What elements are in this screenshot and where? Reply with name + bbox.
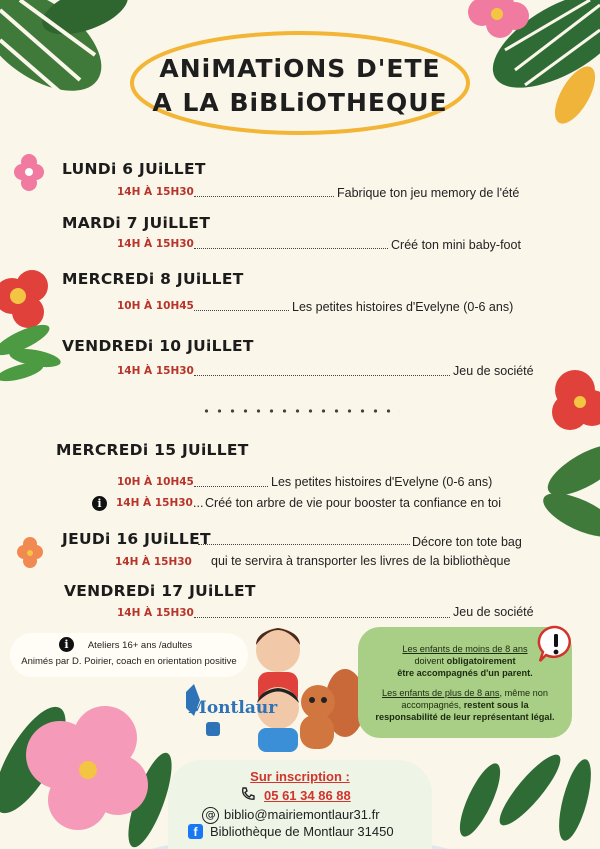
notice-line-5: accompagnés, restent sous la	[401, 700, 529, 710]
day-7: VENDREDi 17 JUiLLET	[64, 582, 256, 600]
leaf-left-fern-icon	[0, 319, 62, 385]
warning-bubble-icon	[536, 624, 576, 664]
time-3: 10H À 10H45	[117, 300, 194, 312]
contact-email[interactable]: biblio@mairiemontlaur31.fr	[224, 807, 380, 822]
activity-7: Jeu de société	[453, 605, 534, 619]
contact-title: Sur inscription :	[250, 769, 350, 784]
time-4: 14H À 15H30	[117, 365, 194, 377]
flower-orange-left-icon	[17, 537, 43, 568]
activity-4: Jeu de société	[453, 364, 534, 378]
time-1: 14H À 15H30	[117, 186, 194, 198]
activity-5b: Créé ton arbre de vie pour booster ta confiance en toi	[205, 496, 502, 510]
activity-2: Créé ton mini baby-foot	[391, 238, 521, 252]
dots-2	[194, 248, 388, 249]
notice-line-3: être accompagnés d'un parent.	[397, 668, 533, 678]
info-box-icon: i	[59, 637, 74, 652]
dots-1	[194, 196, 334, 197]
day-5: MERCREDi 15 JUiLLET	[56, 441, 249, 459]
facebook-icon: f	[188, 824, 203, 839]
leaf-bottom-right-icon	[452, 748, 597, 844]
contact-phone[interactable]: 05 61 34 86 88	[264, 788, 351, 803]
kids-illustration-icon	[256, 628, 365, 752]
day-4: VENDREDi 10 JUiLLET	[62, 337, 254, 355]
title-ellipse	[128, 28, 472, 138]
flower-red-left-icon	[0, 270, 48, 328]
info-box	[10, 633, 248, 677]
time-6: 14H À 15H30	[115, 556, 192, 568]
section-separator	[200, 409, 400, 413]
activity-5b-prefix: ...	[193, 496, 204, 510]
logo-text: Montlaur	[188, 698, 278, 718]
title-line-1: ANiMATiONS D'ETE	[159, 54, 441, 83]
time-7: 14H À 15H30	[117, 607, 194, 619]
notice-line-4: Les enfants de plus de 8 ans, même non	[382, 688, 548, 698]
time-5b: 14H À 15H30	[116, 497, 193, 509]
dots-4	[194, 375, 450, 376]
day-3: MERCREDi 8 JUiLLET	[62, 270, 244, 288]
title-line-2: A LA BiBLiOTHEQUE	[152, 88, 448, 117]
activity-6: Décore ton tote bag	[412, 535, 522, 549]
notice-line-1: Les enfants de moins de 8 ans	[402, 644, 528, 654]
leaf-right-palm-icon	[537, 435, 600, 545]
info-icon: i	[92, 496, 107, 511]
flower-red-right-icon	[552, 370, 600, 430]
contact-facebook[interactable]: Bibliothèque de Montlaur 31450	[210, 824, 394, 839]
activity-5a: Les petites histoires d'Evelyne (0-6 ans)	[271, 475, 493, 489]
time-5a: 10H À 10H45	[117, 476, 194, 488]
flower-small-left-icon	[14, 154, 44, 191]
activity-1: Fabrique ton jeu memory de l'été	[337, 186, 520, 200]
time-2: 14H À 15H30	[117, 238, 194, 250]
notice-line-2: doivent obligatoirement	[414, 656, 516, 666]
dots-6	[198, 544, 410, 545]
dots-3	[194, 310, 289, 311]
phone-icon	[240, 786, 256, 802]
notice-line-6: responsabilité de leur représentant légal.	[375, 712, 555, 722]
contact-panel	[168, 760, 432, 849]
dots-5a	[194, 486, 268, 487]
dots-7	[194, 617, 450, 618]
info-box-line-1: Ateliers 16+ ans /adultes	[87, 640, 193, 651]
day-6: JEUDi 16 JUiLLET	[62, 530, 211, 548]
activity-6-line2: qui te servira à transporter les livres de la bibliothèque	[211, 554, 511, 568]
email-icon: @	[202, 807, 219, 824]
day-2: MARDi 7 JUiLLET	[62, 214, 211, 232]
day-1: LUNDi 6 JUiLLET	[62, 160, 206, 178]
activity-3: Les petites histoires d'Evelyne (0-6 ans)	[292, 300, 514, 314]
title-block	[128, 28, 472, 138]
info-box-line-2: Animés par D. Poirier, coach en orientation positive	[21, 656, 237, 667]
